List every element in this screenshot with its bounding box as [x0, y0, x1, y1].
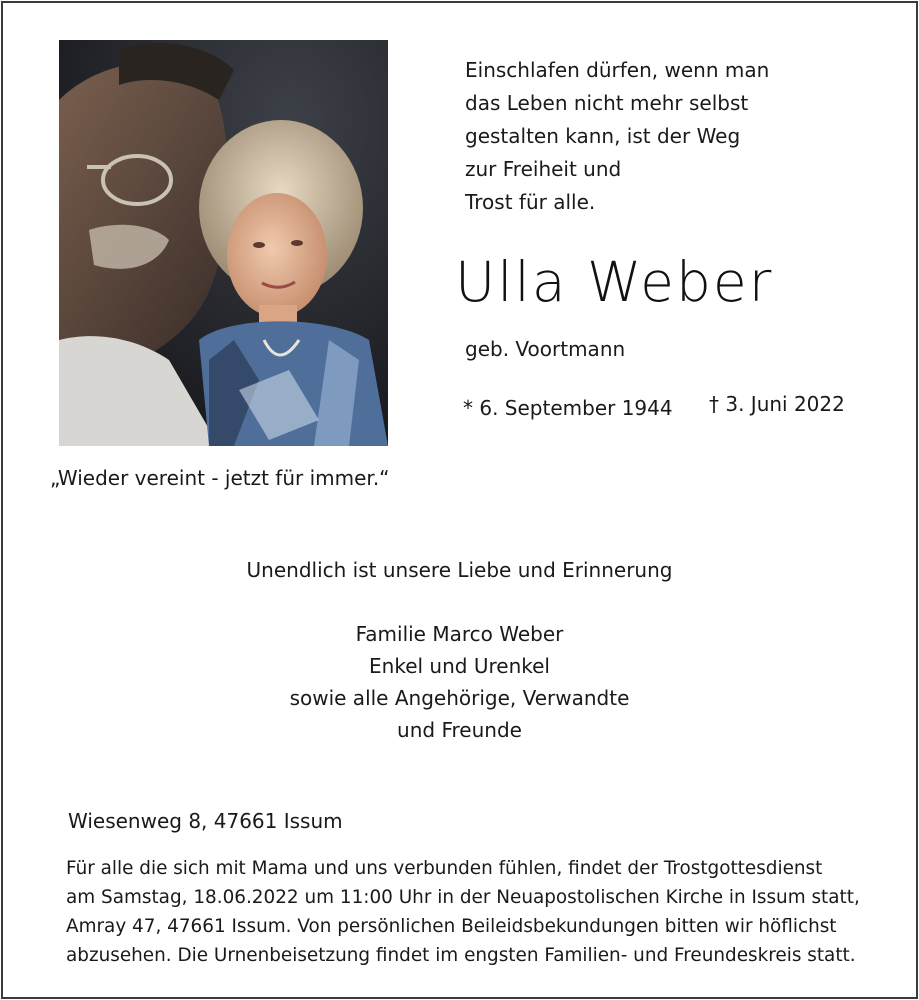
family-line: Familie Marco Weber [355, 622, 564, 646]
notice-line: abzusehen. Die Urnenbeisetzung findet im engsten Familien- und Freundeskreis statt. [66, 945, 856, 966]
memorial-photo [59, 40, 388, 446]
poem-line: zur Freiheit und [465, 157, 622, 181]
poem-line: das Leben nicht mehr selbst [465, 91, 749, 115]
notice-line: Für alle die sich mit Mama und uns verbunden fühlen, findet der Trostgottesdienst [66, 858, 823, 879]
poem-line: Trost für alle. [465, 190, 596, 214]
deceased-name: Ulla Weber [455, 250, 774, 314]
service-notice [66, 854, 886, 970]
birth-name: geb. Voortmann [465, 337, 626, 361]
family-line: sowie alle Angehörige, Verwandte [289, 686, 630, 710]
death-date: † 3. Juni 2022 [709, 392, 845, 416]
quote: „Wieder vereint - jetzt für immer.“ [50, 466, 390, 490]
notice-line: am Samstag, 18.06.2022 um 11:00 Uhr in der Neuapostolischen Kirche in Issum statt, [66, 887, 860, 908]
notice-line: Amray 47, 47661 Issum. Von persönlichen Beileidsbekundungen bitten wir höflichst [66, 916, 837, 937]
poem [465, 54, 865, 219]
family-signature [0, 618, 919, 746]
poem-line: Einschlafen dürfen, wenn man [465, 58, 770, 82]
family-line: Enkel und Urenkel [369, 654, 550, 678]
birth-date: * 6. September 1944 [463, 396, 673, 420]
love-line: Unendlich ist unsere Liebe und Erinnerung [246, 558, 673, 582]
poem-line: gestalten kann, ist der Weg [465, 124, 741, 148]
family-line: und Freunde [397, 718, 522, 742]
address: Wiesenweg 8, 47661 Issum [68, 809, 343, 833]
